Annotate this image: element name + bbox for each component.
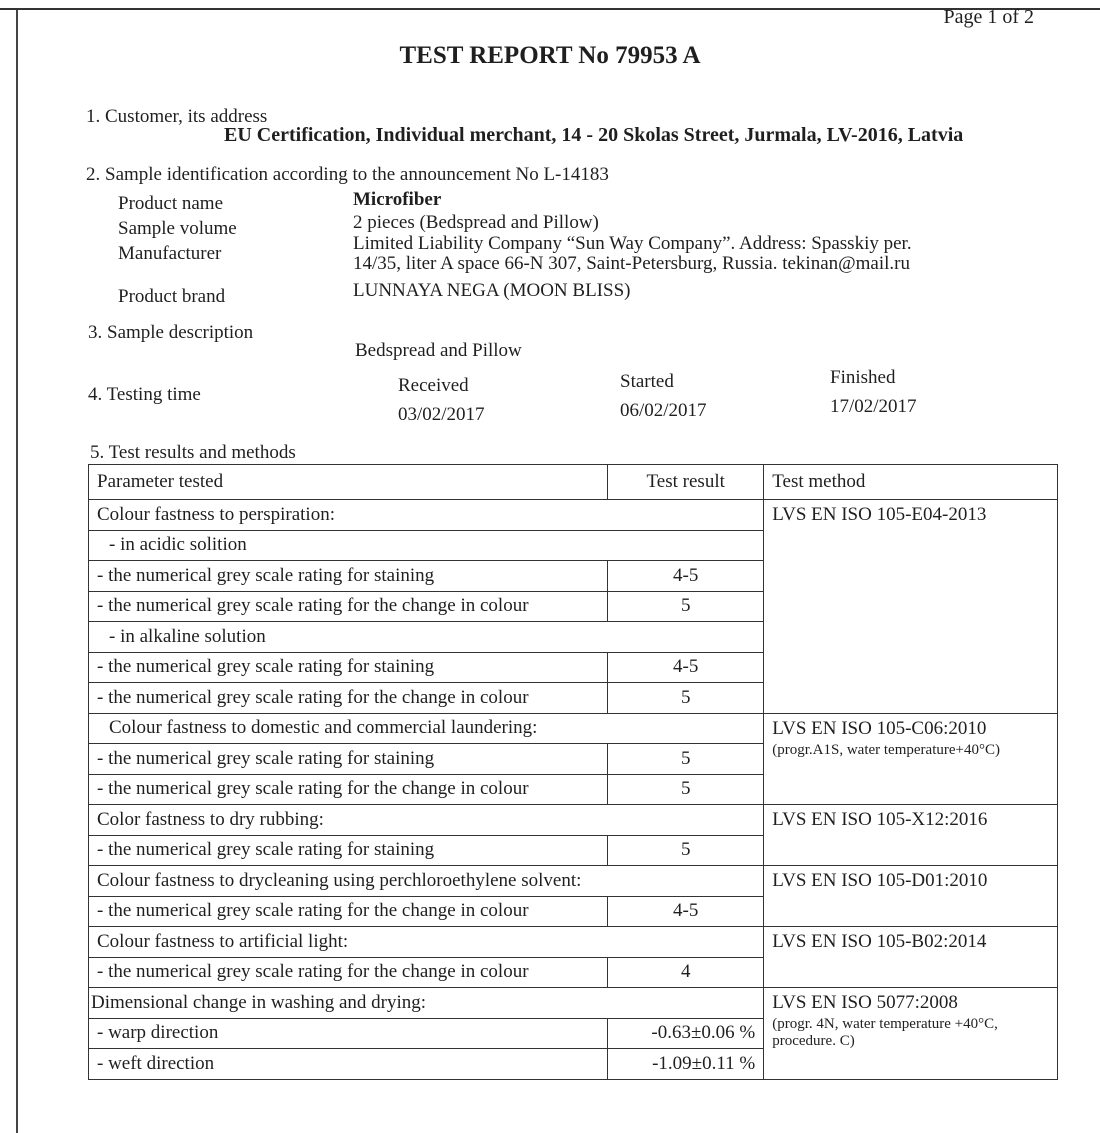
result-light-change: 4 — [608, 957, 764, 988]
report-title: TEST REPORT No 79953 A — [399, 42, 701, 69]
param-laund-change: - the numerical grey scale rating for the change in colour — [89, 774, 608, 805]
header-result: Test result — [608, 465, 764, 500]
table-row — [89, 988, 1058, 1019]
manufacturer-line-2: 14/35, liter A space 66-N 307, Saint-Petersburg, Russia. tekinan@mail.ru — [353, 253, 910, 274]
customer-heading: 1. Customer, its address — [86, 106, 268, 127]
result-warp: -0.63±0.06 % — [608, 1018, 764, 1049]
description-value: Bedspread and Pillow — [355, 340, 522, 361]
top-border-line — [0, 8, 1100, 10]
param-laundering: Colour fastness to domestic and commercial laundering: — [89, 713, 764, 744]
sample-volume-label: Sample volume — [118, 218, 237, 239]
method-drycleaning: LVS EN ISO 105-D01:2010 — [764, 866, 1058, 927]
param-dimensional: Dimensional change in washing and drying: — [89, 988, 764, 1019]
left-border-line — [16, 10, 18, 1133]
result-rub-staining: 5 — [608, 835, 764, 866]
product-name-label: Product name — [118, 193, 224, 214]
param-dry-change: - the numerical grey scale rating for the change in colour — [89, 896, 608, 927]
table-row — [89, 927, 1058, 958]
description-heading: 3. Sample description — [88, 322, 254, 343]
param-alkaline: - in alkaline solution — [89, 622, 764, 653]
result-laund-change: 5 — [608, 774, 764, 805]
product-brand-value: LUNNAYA NEGA (MOON BLISS) — [353, 280, 631, 301]
sample-volume-value: 2 pieces (Bedspread and Pillow) — [353, 212, 599, 233]
method-laundering-code: LVS EN ISO 105-C06:2010 — [772, 717, 987, 739]
header-parameter: Parameter tested — [89, 465, 608, 500]
result-alk-change: 5 — [608, 683, 764, 714]
param-alk-staining: - the numerical grey scale rating for staining — [89, 652, 608, 683]
method-perspiration: LVS EN ISO 105-E04-2013 — [764, 500, 1058, 714]
method-light: LVS EN ISO 105-B02:2014 — [764, 927, 1058, 988]
received-date: 03/02/2017 — [398, 404, 485, 425]
param-rub-staining: - the numerical grey scale rating for staining — [89, 835, 608, 866]
started-date: 06/02/2017 — [620, 400, 707, 421]
product-name-value: Microfiber — [353, 189, 442, 210]
result-acid-staining: 4-5 — [608, 561, 764, 592]
param-acid-change: - the numerical grey scale rating for the change in colour — [89, 591, 608, 622]
param-light-change: - the numerical grey scale rating for the change in colour — [89, 957, 608, 988]
finished-label: Finished — [830, 367, 896, 388]
page-number: Page 1 of 2 — [943, 6, 1034, 28]
param-drycleaning: Colour fastness to drycleaning using perchloroethylene solvent: — [89, 866, 764, 897]
method-laundering-note: (progr.A1S, water temperature+40°C) — [772, 741, 1000, 758]
param-alk-change: - the numerical grey scale rating for the change in colour — [89, 683, 608, 714]
method-dimensional-code: LVS EN ISO 5077:2008 — [772, 992, 958, 1013]
param-weft: - weft direction — [89, 1049, 608, 1080]
param-warp: - warp direction — [89, 1018, 608, 1049]
table-row — [89, 500, 1058, 531]
method-rubbing: LVS EN ISO 105-X12:2016 — [764, 805, 1058, 866]
result-laund-staining: 5 — [608, 744, 764, 775]
result-acid-change: 5 — [608, 591, 764, 622]
results-heading: 5. Test results and methods — [90, 442, 296, 463]
received-label: Received — [398, 375, 469, 396]
method-dimensional-note-1: (progr. 4N, water temperature +40°C, — [772, 1016, 998, 1032]
result-weft: -1.09±0.11 % — [608, 1049, 764, 1080]
method-dimensional-note-2: procedure. C) — [772, 1033, 855, 1049]
table-header-row — [89, 465, 1058, 500]
results-table — [88, 464, 1058, 1080]
product-brand-label: Product brand — [118, 286, 226, 307]
param-laund-staining: - the numerical grey scale rating for staining — [89, 744, 608, 775]
testing-time-heading: 4. Testing time — [88, 384, 201, 405]
manufacturer-label: Manufacturer — [118, 243, 222, 264]
param-acid-staining: - the numerical grey scale rating for staining — [89, 561, 608, 592]
table-row — [89, 805, 1058, 836]
result-dry-change: 4-5 — [608, 896, 764, 927]
param-acidic: - in acidic solition — [89, 530, 764, 561]
method-dimensional — [764, 988, 1058, 1080]
result-alk-staining: 4-5 — [608, 652, 764, 683]
param-light: Colour fastness to artificial light: — [89, 927, 764, 958]
manufacturer-line-1: Limited Liability Company “Sun Way Company”. Address: Spasskiy per. — [353, 233, 912, 254]
table-row — [89, 866, 1058, 897]
method-laundering — [764, 713, 1058, 805]
started-label: Started — [620, 371, 674, 392]
header-method: Test method — [764, 465, 1058, 500]
finished-date: 17/02/2017 — [830, 396, 917, 417]
param-dry-rubbing: Color fastness to dry rubbing: — [89, 805, 764, 836]
sample-heading: 2. Sample identification according to the announcement No L-14183 — [86, 164, 609, 185]
param-perspiration: Colour fastness to perspiration: — [89, 500, 764, 531]
customer-address: EU Certification, Individual merchant, 14 - 20 Skolas Street, Jurmala, LV-2016, Latvia — [224, 124, 964, 146]
table-row — [89, 713, 1058, 744]
